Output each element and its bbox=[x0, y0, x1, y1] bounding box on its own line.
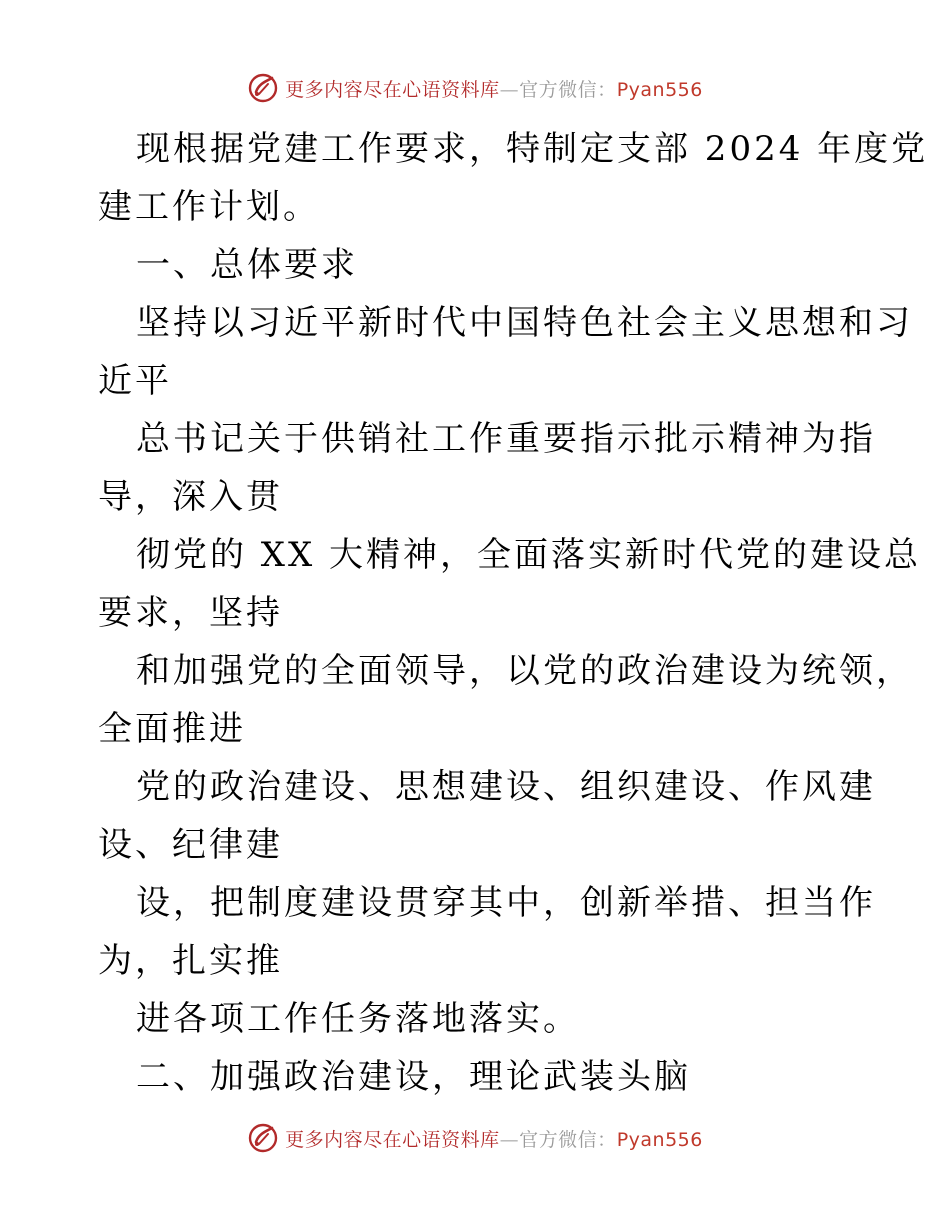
watermark-text bbox=[285, 1125, 703, 1152]
footer-watermark bbox=[0, 1122, 950, 1154]
watermark-dash: — bbox=[499, 1128, 520, 1151]
logo-icon bbox=[247, 1122, 279, 1154]
text-line: 坚持以习近平新时代中国特色社会主义思想和习 bbox=[136, 303, 913, 343]
text-line: 一、总体要求 bbox=[136, 245, 358, 285]
text-line: 导，深入贯 bbox=[98, 477, 283, 517]
text-line: 现根据党建工作要求，特制定支部 2024 年度党 bbox=[136, 129, 929, 169]
watermark-id: Pyan556 bbox=[616, 78, 703, 101]
text-line: 彻党的 XX 大精神，全面落实新时代党的建设总 bbox=[136, 535, 922, 575]
watermark-text bbox=[285, 75, 703, 102]
text-line: 进各项工作任务落地落实。 bbox=[136, 999, 580, 1039]
text-line: 全面推进 bbox=[98, 709, 246, 749]
text-line: 设，把制度建设贯穿其中，创新举措、担当作 bbox=[136, 883, 876, 923]
text-line: 设、纪律建 bbox=[98, 825, 283, 865]
watermark-main: 更多内容尽在心语资料库 bbox=[285, 1128, 500, 1151]
watermark-label: 官方微信： bbox=[519, 1128, 617, 1151]
text-line: 为，扎实推 bbox=[98, 941, 283, 981]
text-line: 和加强党的全面领导，以党的政治建设为统领， bbox=[136, 651, 913, 691]
watermark-label: 官方微信： bbox=[519, 78, 617, 101]
text-line: 二、加强政治建设，理论武装头脑 bbox=[136, 1057, 691, 1097]
text-line: 近平 bbox=[98, 361, 172, 401]
document-body bbox=[98, 120, 929, 1106]
logo-icon bbox=[247, 72, 279, 104]
text-line: 要求，坚持 bbox=[98, 593, 283, 633]
text-line: 总书记关于供销社工作重要指示批示精神为指 bbox=[136, 419, 876, 459]
watermark-main: 更多内容尽在心语资料库 bbox=[285, 78, 500, 101]
text-line: 建工作计划。 bbox=[98, 187, 320, 227]
text-line: 党的政治建设、思想建设、组织建设、作风建 bbox=[136, 767, 876, 807]
header-watermark bbox=[0, 72, 950, 104]
watermark-dash: — bbox=[499, 78, 520, 101]
watermark-id: Pyan556 bbox=[616, 1128, 703, 1151]
